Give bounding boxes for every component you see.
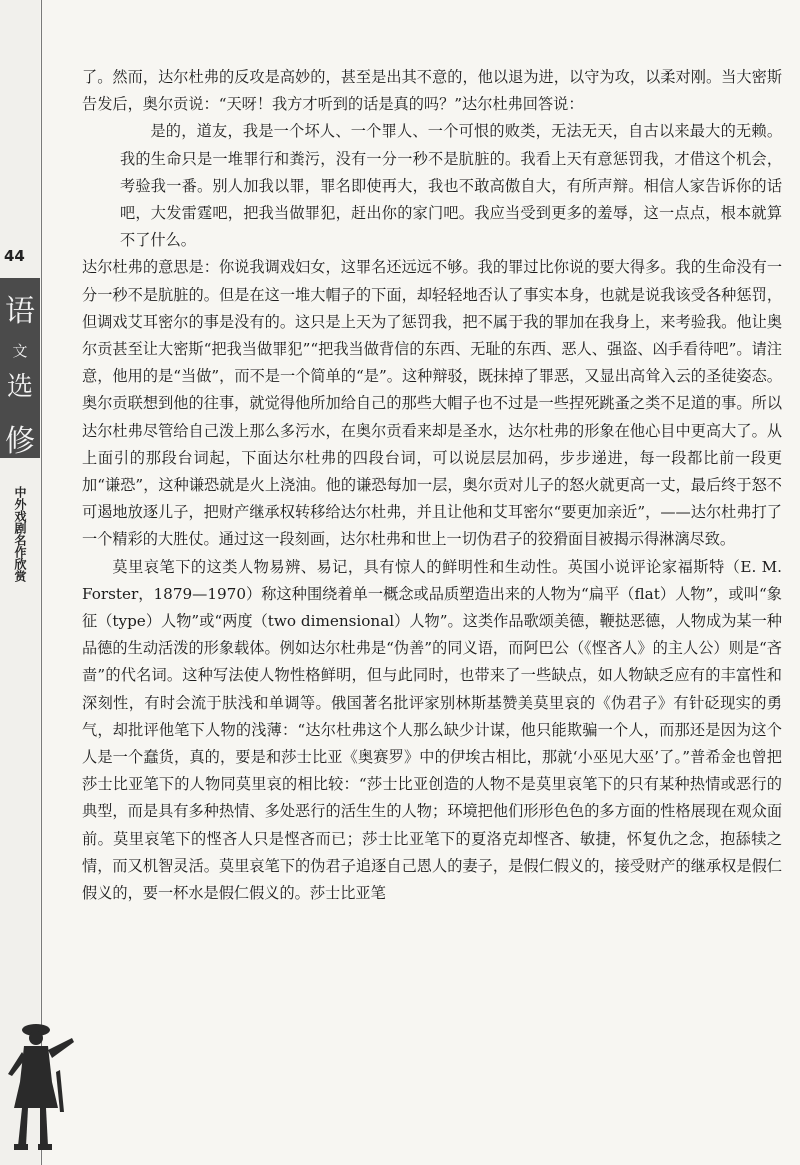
series-char-1: 语 bbox=[5, 294, 35, 329]
knight-figure-icon bbox=[0, 1012, 80, 1162]
series-char-3: 选 bbox=[6, 372, 33, 402]
margin-sidebar bbox=[0, 0, 40, 1165]
series-char-2: 文 bbox=[12, 342, 28, 360]
quote-paragraph: 是的，道友，我是一个坏人、一个罪人、一个可恨的败类，无法无天，自古以来最大的无赖。我的生命只是一堆罪行和粪污，没有一分一秒不是肮脏的。我看上天有意惩罚我，才借这个机会，考验我一番。别人加我以罪，罪名即使再大，我也不敢高傲自大，有所声辩。相信人家告诉你的话吧，大发雷霆吧，把我当做罪犯，赶出你的家门吧。我应当受到更多的羞辱，这一点点，根本就算不了什么。 bbox=[120, 123, 782, 250]
paragraph-3: 莫里哀笔下的这类人物易辨、易记，具有惊人的鲜明性和生动性。英国小说评论家福斯特（E. M. Forster，1879—1970）称这种围绕着单一概念或品质塑造出来的人物为“扁平（flat）人物”，或叫“象征（type）人物”或“两度（two dimensional）人物”。这类作品歌颂美德，鞭挞恶德，人物成为某一种品德的生动活泼的形象载体。例如达尔杜弗是“伪善”的同义语，而阿巴公（《悭吝人》的主人公）则是“吝啬”的代名词。这种写法使人物性格鲜明，但与此同时，也带来了一些缺点，如人物缺乏应有的丰富性和深刻性，有时会流于肤浅和单调等。俄国著名批评家别林斯基赞美莫里哀的《伪君子》有针砭现实的勇气，却批评他笔下人物的浅薄：“达尔杜弗这个人那么缺少计谋，他只能欺骗一个人，而那还是因为这个人是一个蠢货，真的，要是和莎士比亚《奥赛罗》中的伊埃古相比，那就‘小巫见大巫’了。”普希金也曾把莎士比亚笔下的人物同莫里哀的相比较：“莎士比亚创造的人物不是莫里哀笔下的只有某种热情或恶行的典型，而是具有多种热情、多处恶行的活生生的人物；环境把他们形形色色的多方面的性格展现在观众面前。莫里哀笔下的悭吝人只是悭吝而已；莎士比亚笔下的夏洛克却悭吝、敏捷，怀复仇之念，抱舔犊之情，而又机智灵活。莫里哀笔下的伪君子追逐自己恩人的妻子，是假仁假义的，接受财产的继承权是假仁假义的，要一杯水是假仁假义的。莎士比亚笔 bbox=[82, 557, 782, 903]
book-title: 中外戏剧名作欣赏 bbox=[13, 486, 27, 582]
block-quote bbox=[82, 118, 782, 254]
margin-rule bbox=[41, 0, 42, 1165]
article-body bbox=[82, 64, 782, 907]
paragraph-1: 了。然而，达尔杜弗的反攻是高妙的，甚至是出其不意的，他以退为进，以守为攻，以柔对刚。当大密斯告发后，奥尔贡说：“天呀！我方才听到的话是真的吗？”达尔杜弗回答说： bbox=[82, 68, 782, 114]
series-char-4: 修 bbox=[5, 424, 35, 459]
page-number: 44 bbox=[4, 247, 25, 265]
paragraph-2: 达尔杜弗的意思是：你说我调戏妇女，这罪名还远远不够。我的罪过比你说的要大得多。我的生命没有一分一秒不是肮脏的。但是在这一堆大帽子的下面，却轻轻地否认了事实本身，也就是说我该受各种惩罚，但调戏艾耳密尔的事是没有的。这只是上天为了惩罚我，把不属于我的罪加在我身上，来考验我。他让奥尔贡甚至让大密斯“把我当做罪犯”“把我当做背信的东西、无耻的东西、恶人、强盗、凶手看待吧”。请注意，他用的是“当做”，而不是一个简单的“是”。这种辩驳，既抹掉了罪恶，又显出高耸入云的圣徒姿态。奥尔贡联想到他的往事，就觉得他所加给自己的那些大帽子也不过是一些捏死跳蚤之类不足道的事。所以达尔杜弗尽管给自己泼上那么多污水，在奥尔贡看来却是圣水，达尔杜弗的形象在他心目中更高大了。从上面引的那段台词起，下面达尔杜弗的四段台词，可以说层层加码，步步递进，每一段都比前一段更加“谦恐”，这种谦恐就是火上浇油。他的谦恐每加一层，奥尔贡对儿子的怒火就更高一丈，最后终于怒不可遏地放逐儿子，把财产继承权转移给达尔杜弗，并且让他和艾耳密尔“要更加亲近”，——达尔杜弗打了一个精彩的大胜仗。通过这一段刻画，达尔杜弗和世上一切伪君子的狡猾面目被揭示得淋漓尽致。 bbox=[82, 258, 782, 549]
